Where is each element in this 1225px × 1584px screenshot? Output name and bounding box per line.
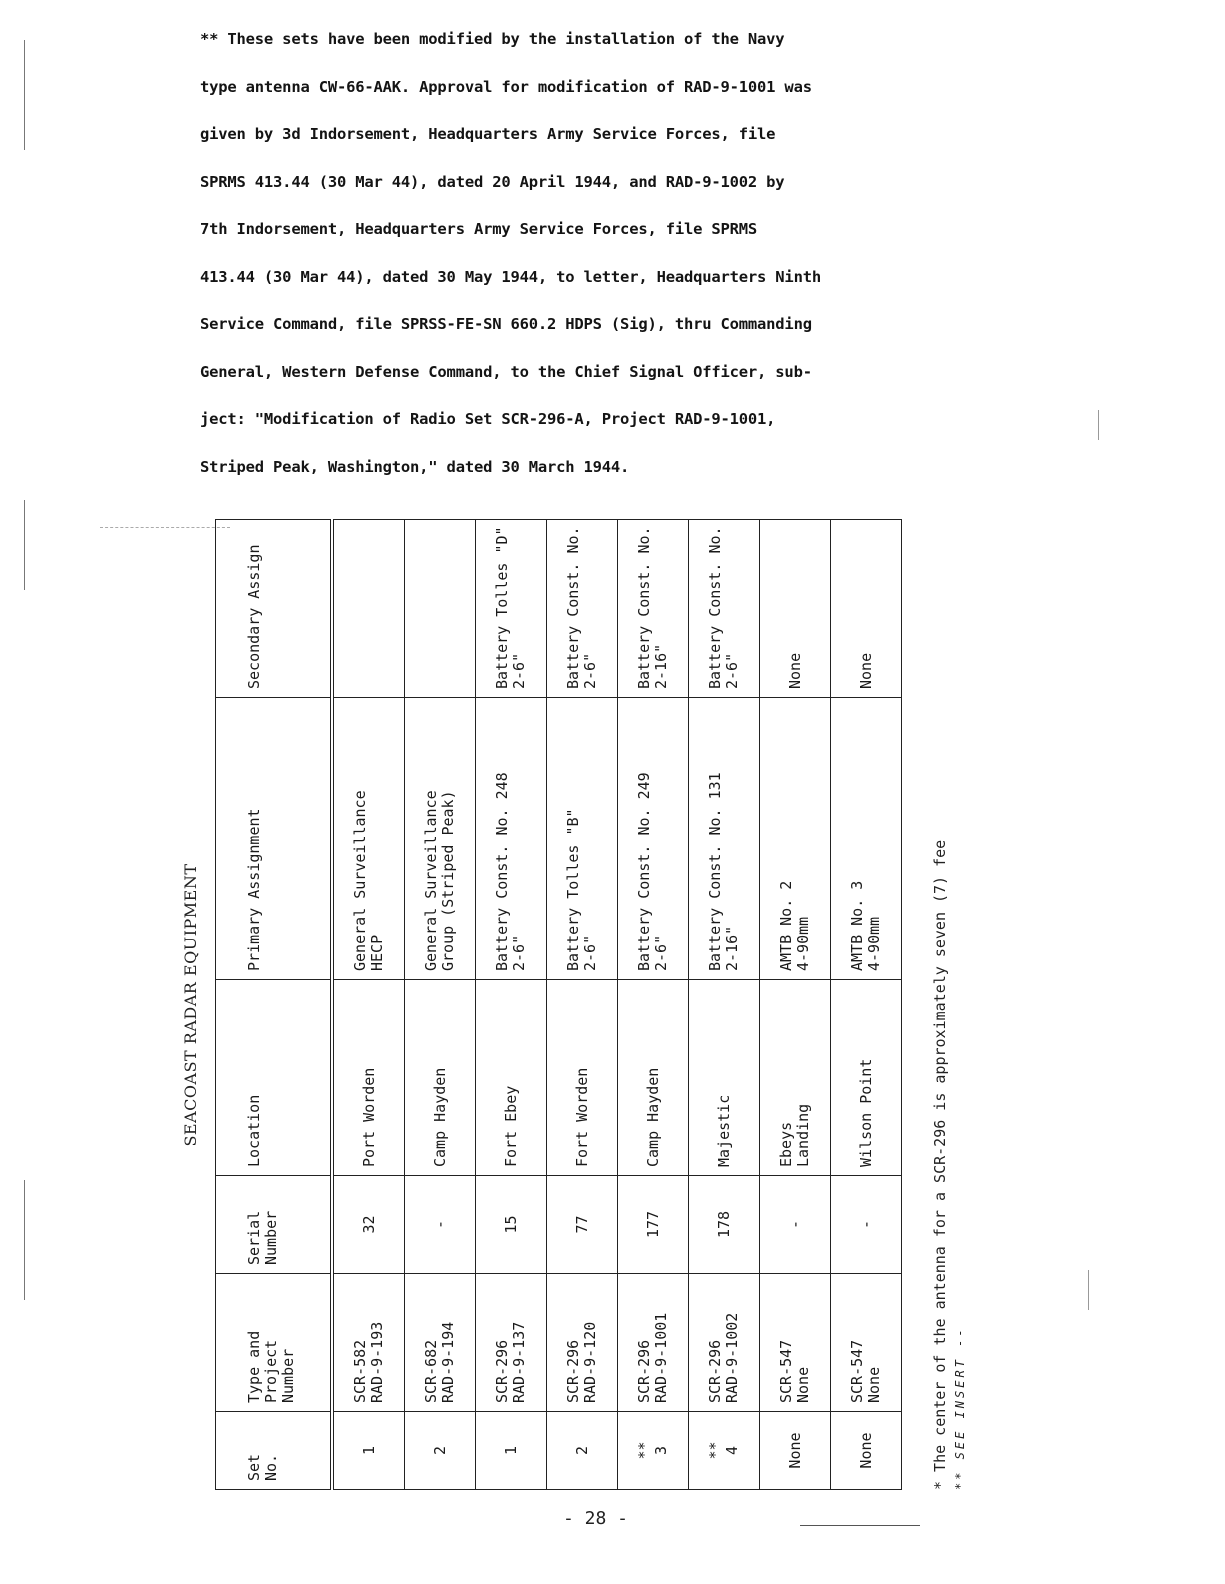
- cell-line: SCR-296: [706, 1339, 724, 1403]
- header-text: Number: [262, 1210, 280, 1265]
- cell-set-no: [332, 1412, 405, 1490]
- cell-line: Majestic: [714, 1094, 733, 1167]
- cell-serial-number: [831, 1176, 902, 1274]
- cell-line: Camp Hayden: [643, 1067, 662, 1167]
- cell-line: None: [865, 1366, 883, 1403]
- paragraph-line: 413.44 (30 Mar 44), dated 30 May 1944, to letter, Headquarters Ninth: [200, 267, 821, 286]
- cell-serial-number: [760, 1176, 831, 1274]
- footnote-antenna: * The center of the antenna for a SCR-296 is approximately seven (7) fee: [931, 839, 949, 1490]
- cell-line: SCR-296: [635, 1339, 653, 1403]
- cell-line: ** 3: [635, 1441, 670, 1460]
- cell-serial-number: [476, 1176, 547, 1274]
- paragraph-line: General, Western Defense Command, to the Chief Signal Officer, sub-: [200, 362, 812, 381]
- page-number: - 28 -: [563, 1508, 629, 1529]
- cell-secondary-assignment: [618, 520, 689, 698]
- paragraph-line: 7th Indorsement, Headquarters Army Service Forces, file SPRMS: [200, 220, 758, 238]
- cell-primary-assignment: [405, 698, 476, 980]
- cell-line: 2-6": [510, 934, 528, 971]
- header-set-no: [216, 1412, 333, 1490]
- cell-line: RAD-9-120: [581, 1321, 599, 1403]
- header-type-project: [216, 1274, 333, 1412]
- cell-line: Battery Const. No.: [564, 526, 582, 689]
- cell-primary-assignment: [689, 698, 760, 980]
- cell-line: 77: [572, 1215, 591, 1234]
- header-text: Secondary Assign: [245, 544, 263, 689]
- cell-line: SCR-296: [493, 1339, 511, 1403]
- cell-primary-assignment: [547, 698, 618, 980]
- cell-line: 2-6": [723, 652, 741, 689]
- cell-line: General Surveillance: [351, 790, 369, 971]
- scan-artifact-line: [100, 527, 230, 528]
- cell-location: [476, 980, 547, 1176]
- table-header-row: [216, 520, 333, 1490]
- left-margin-mark: [24, 1180, 25, 1300]
- table-row: [618, 520, 689, 1490]
- paragraph-line: ** These sets have been modified by the installation of the Navy: [200, 30, 785, 48]
- cell-line: Battery Tolles "B": [564, 808, 582, 971]
- cell-set-no: [618, 1412, 689, 1490]
- cell-line: 2-6": [510, 652, 528, 689]
- header-primary-assignment: [216, 698, 333, 980]
- seacoast-radar-table: [215, 519, 902, 1490]
- cell-line: None: [785, 1432, 804, 1469]
- cell-serial-number: [618, 1176, 689, 1274]
- left-margin-mark: [24, 500, 25, 590]
- cell-type-project: [547, 1274, 618, 1412]
- cell-line: Landing: [794, 1103, 812, 1167]
- cell-location: [618, 980, 689, 1176]
- table-row: [405, 520, 476, 1490]
- header-location: [216, 980, 333, 1176]
- cell-location: [831, 980, 902, 1176]
- cell-line: Camp Hayden: [430, 1067, 449, 1167]
- cell-line: Group (Striped Peak): [439, 790, 457, 971]
- cell-line: General Surveillance: [422, 790, 440, 971]
- cell-line: Battery Const. No.: [635, 526, 653, 689]
- cell-set-no: [547, 1412, 618, 1490]
- cell-line: 1: [501, 1445, 520, 1456]
- cell-line: Battery Const. No.: [706, 526, 724, 689]
- cell-line: 2-16": [723, 925, 741, 971]
- header-secondary-assignment: [216, 520, 333, 698]
- cell-serial-number: [547, 1176, 618, 1274]
- cell-line: SCR-582: [351, 1339, 369, 1403]
- cell-line: Fort Ebey: [501, 1085, 520, 1167]
- cell-line: 2-6": [581, 934, 599, 971]
- cell-line: Battery Const. No. 248: [493, 772, 511, 971]
- cell-line: RAD-9-193: [368, 1321, 386, 1403]
- right-margin-mark: [1098, 410, 1099, 440]
- table-row: [547, 520, 618, 1490]
- footnote-see-insert: ** SEE INSERT --: [953, 1326, 967, 1490]
- cell-line: ** 4: [706, 1441, 741, 1460]
- cell-line: -: [430, 1219, 449, 1230]
- cell-set-no: [831, 1412, 902, 1490]
- header-serial-number: [216, 1176, 333, 1274]
- cell-secondary-assignment: [760, 520, 831, 698]
- cell-line: Wilson Point: [856, 1058, 875, 1167]
- cell-type-project: [332, 1274, 405, 1412]
- table-row: [831, 520, 902, 1490]
- cell-line: RAD-9-194: [439, 1321, 457, 1403]
- cell-line: 178: [714, 1210, 733, 1239]
- header-text: Serial: [245, 1210, 263, 1265]
- cell-line: 2: [430, 1445, 449, 1456]
- cell-line: SCR-296: [564, 1339, 582, 1403]
- cell-serial-number: [689, 1176, 760, 1274]
- cell-primary-assignment: [332, 698, 405, 980]
- cell-secondary-assignment: [689, 520, 760, 698]
- cell-primary-assignment: [831, 698, 902, 980]
- cell-line: 2-16": [652, 643, 670, 689]
- left-margin-mark: [24, 40, 25, 150]
- cell-line: Battery Const. No. 131: [706, 772, 724, 971]
- cell-location: [547, 980, 618, 1176]
- cell-primary-assignment: [618, 698, 689, 980]
- cell-line: 4-90mm: [794, 916, 812, 971]
- cell-line: Port Worden: [359, 1067, 378, 1167]
- scan-artifact-line: [800, 1525, 920, 1526]
- cell-line: Fort Worden: [572, 1067, 591, 1167]
- cell-line: Ebeys: [777, 1121, 795, 1167]
- cell-location: [332, 980, 405, 1176]
- cell-serial-number: [332, 1176, 405, 1274]
- cell-secondary-assignment: [476, 520, 547, 698]
- paragraph-line: type antenna CW-66-AAK. Approval for modification of RAD-9-1001 was: [200, 77, 812, 96]
- right-margin-mark: [1088, 1270, 1089, 1310]
- cell-line: None: [794, 1366, 812, 1403]
- cell-line: SCR-547: [777, 1339, 795, 1403]
- header-text: Primary Assignment: [245, 808, 263, 971]
- cell-line: 1: [359, 1445, 378, 1456]
- table-row: [476, 520, 547, 1490]
- cell-secondary-assignment: [405, 520, 476, 698]
- cell-set-no: [476, 1412, 547, 1490]
- paragraph-line: ject: "Modification of Radio Set SCR-296-A, Project RAD-9-1001,: [200, 410, 776, 428]
- cell-line: 177: [643, 1210, 662, 1239]
- cell-type-project: [618, 1274, 689, 1412]
- header-text: Type and: [245, 1330, 263, 1403]
- cell-location: [405, 980, 476, 1176]
- cell-type-project: [831, 1274, 902, 1412]
- cell-type-project: [476, 1274, 547, 1412]
- cell-line: 32: [359, 1215, 378, 1234]
- paragraph-line: SPRMS 413.44 (30 Mar 44), dated 20 April 1944, and RAD-9-1002 by: [200, 172, 785, 191]
- cell-line: Battery Const. No. 249: [635, 772, 653, 971]
- header-text: Location: [245, 1094, 263, 1167]
- cell-line: 4-90mm: [865, 916, 883, 971]
- cell-line: HECP: [368, 934, 386, 971]
- header-text: Set: [245, 1453, 263, 1481]
- cell-serial-number: [405, 1176, 476, 1274]
- cell-type-project: [405, 1274, 476, 1412]
- cell-type-project: [689, 1274, 760, 1412]
- table-body: [332, 520, 902, 1490]
- modification-note-paragraph: [200, 16, 1020, 491]
- cell-secondary-assignment: [332, 520, 405, 698]
- cell-secondary-assignment: [547, 520, 618, 698]
- cell-line: None: [856, 1432, 875, 1469]
- cell-set-no: [689, 1412, 760, 1490]
- cell-line: None: [856, 652, 875, 689]
- cell-primary-assignment: [760, 698, 831, 980]
- cell-line: -: [856, 1219, 875, 1230]
- cell-location: [689, 980, 760, 1176]
- table-row: [689, 520, 760, 1490]
- cell-line: RAD-9-1002: [723, 1312, 741, 1403]
- cell-set-no: [760, 1412, 831, 1490]
- cell-line: Battery Tolles "D": [493, 526, 511, 689]
- cell-line: AMTB No. 2: [777, 880, 795, 971]
- table-row: [332, 520, 405, 1490]
- cell-set-no: [405, 1412, 476, 1490]
- cell-line: None: [785, 652, 804, 689]
- header-text: No.: [262, 1453, 280, 1481]
- table-title: SEACOAST RADAR EQUIPMENT: [181, 863, 200, 1147]
- cell-line: SCR-547: [848, 1339, 866, 1403]
- cell-line: SCR-682: [422, 1339, 440, 1403]
- cell-line: AMTB No. 3: [848, 880, 866, 971]
- header-text: Number: [279, 1348, 297, 1403]
- cell-line: 2-6": [581, 652, 599, 689]
- cell-line: 2-6": [652, 934, 670, 971]
- cell-type-project: [760, 1274, 831, 1412]
- seacoast-radar-table-block: [181, 520, 967, 1490]
- cell-line: RAD-9-137: [510, 1321, 528, 1403]
- paragraph-line: Service Command, file SPRSS-FE-SN 660.2 HDPS (Sig), thru Commanding: [200, 315, 812, 333]
- paragraph-line: Striped Peak, Washington," dated 30 March 1944.: [200, 457, 630, 476]
- header-text: Project: [262, 1339, 280, 1403]
- cell-location: [760, 980, 831, 1176]
- cell-secondary-assignment: [831, 520, 902, 698]
- cell-line: 15: [501, 1215, 520, 1234]
- cell-line: -: [785, 1219, 804, 1230]
- cell-line: RAD-9-1001: [652, 1312, 670, 1403]
- table-row: [760, 520, 831, 1490]
- cell-primary-assignment: [476, 698, 547, 980]
- cell-line: 2: [572, 1445, 591, 1456]
- paragraph-line: given by 3d Indorsement, Headquarters Army Service Forces, file: [200, 125, 776, 143]
